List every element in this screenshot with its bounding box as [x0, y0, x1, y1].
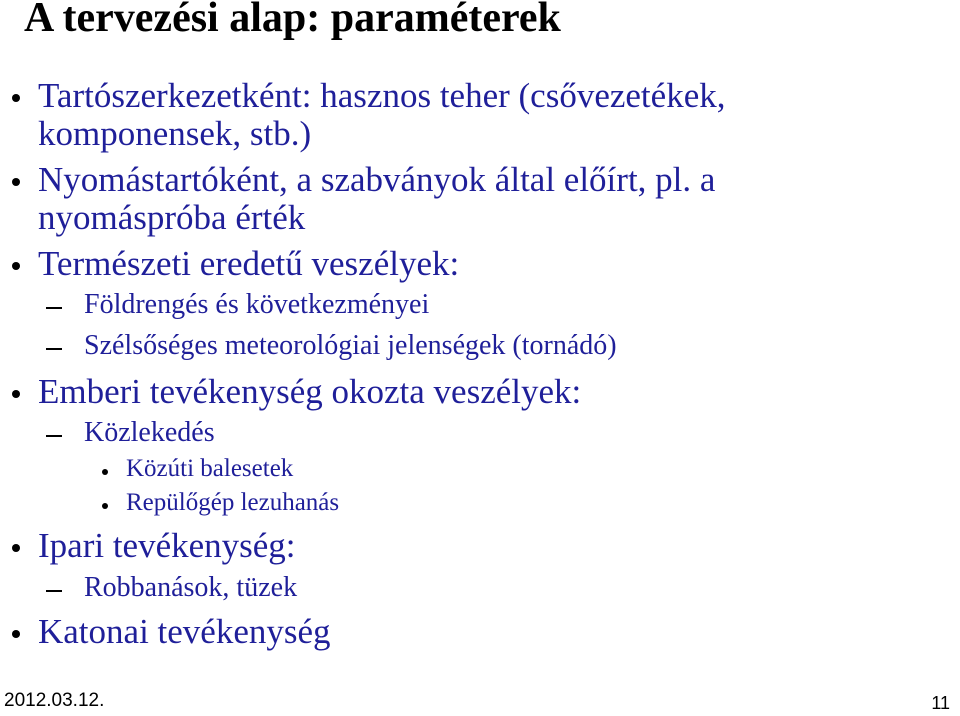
bullet-item-text: Emberi tevékenység okozta veszélyek:	[38, 372, 582, 411]
bullet-item-text: Ipari tevékenység:	[38, 526, 296, 565]
small-bullet-icon	[102, 503, 108, 509]
bullet-icon	[12, 630, 20, 638]
bullet-item-text: Nyomástartóként, a szabványok által előírt, pl. a	[38, 160, 716, 199]
bullet-icon	[12, 178, 20, 186]
sub-item-text: Szélsőséges meteorológiai jelenségek (tornádó)	[84, 330, 617, 361]
footer-date: 2012.03.12.	[4, 690, 105, 711]
bullet-icon	[12, 262, 20, 270]
bullet-icon	[12, 94, 20, 102]
dash-bullet-icon	[46, 348, 62, 350]
dash-bullet-icon	[46, 307, 62, 309]
bullet-icon	[12, 544, 20, 552]
sub-item-text: Földrengés és következményei	[84, 289, 430, 320]
slide-title: A tervezési alap: paraméterek	[24, 0, 561, 41]
sub-item-text: Közlekedés	[84, 417, 215, 448]
small-bullet-icon	[102, 469, 108, 475]
dash-bullet-icon	[46, 590, 62, 592]
bullet-item-text: Tartószerkezetként: hasznos teher (csővezetékek,	[38, 76, 726, 115]
bullet-item-text: Katonai tevékenység	[38, 612, 331, 651]
page-number: 11	[931, 693, 950, 713]
sub-item-text: Robbanások, tüzek	[84, 572, 298, 603]
sub-sub-item-text: Repülőgép lezuhanás	[126, 489, 340, 516]
bullet-item-text: komponensek, stb.)	[38, 114, 312, 153]
bullet-item-text: nyomáspróba érték	[38, 198, 306, 237]
bullet-item-text: Természeti eredetű veszélyek:	[38, 244, 460, 283]
sub-sub-item-text: Közúti balesetek	[126, 455, 294, 482]
bullet-icon	[12, 390, 20, 398]
dash-bullet-icon	[46, 435, 62, 437]
